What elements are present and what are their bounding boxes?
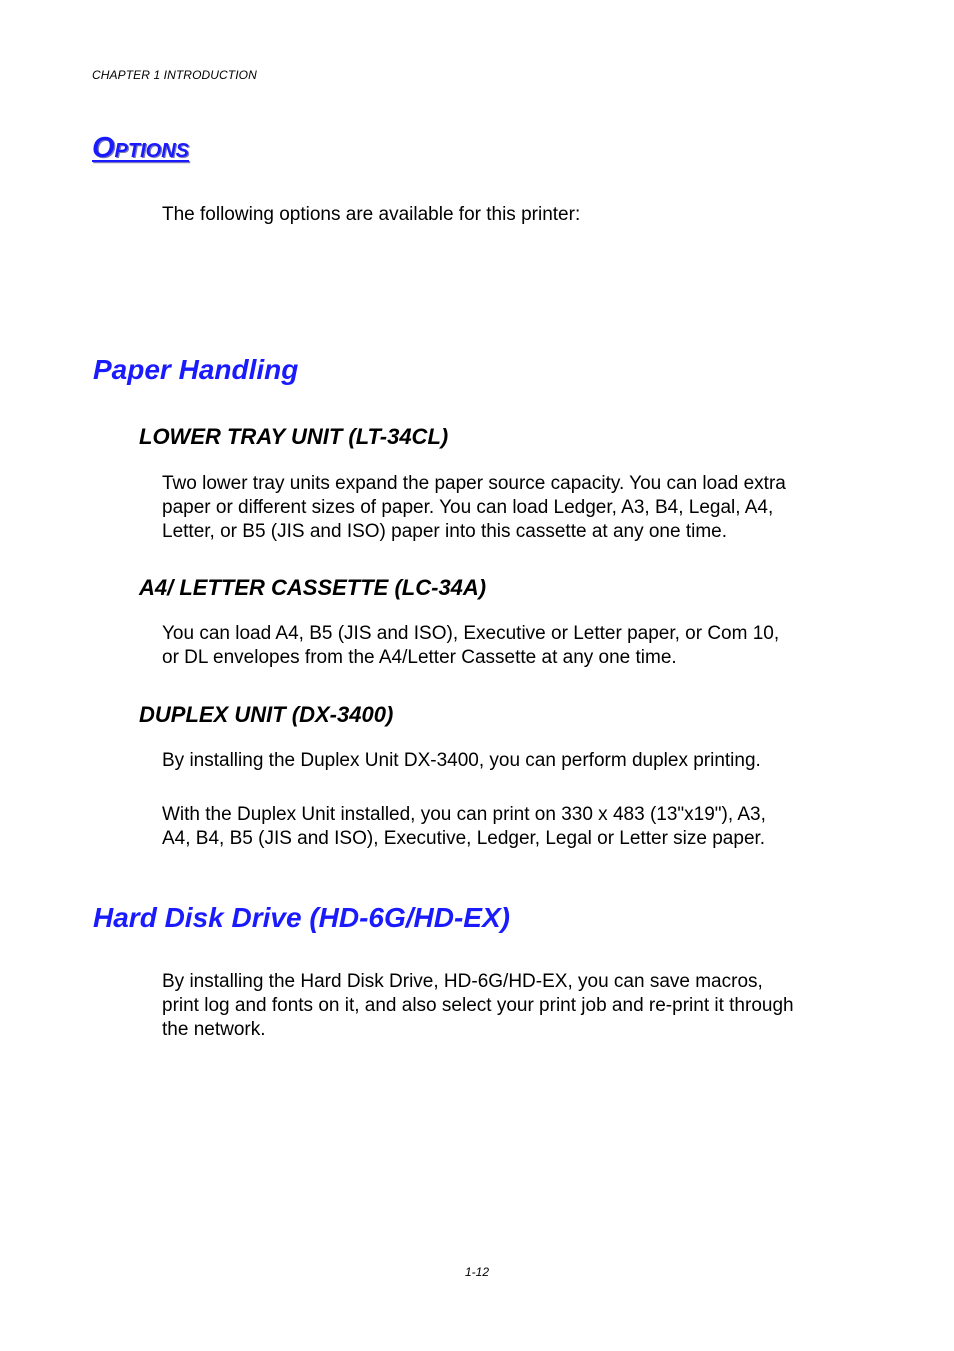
text-line: You can load A4, B5 (JIS and ISO), Executive or Letter paper, or Com 10, (162, 623, 780, 644)
text-line: Letter, or B5 (JIS and ISO) paper into this cassette at any one time. (162, 521, 728, 542)
text-line: paper or different sizes of paper. You can load Ledger, A3, B4, Legal, A4, (162, 497, 774, 518)
cassette-description (162, 622, 862, 670)
duplex-description: By installing the Duplex Unit DX-3400, you can perform duplex printing. (162, 750, 761, 771)
text-line: With the Duplex Unit installed, you can print on 330 x 483 (13"x19"), A3, (162, 804, 766, 825)
duplex-sizes-description (162, 803, 862, 851)
section-heading-hard-disk-drive: Hard Disk Drive (HD-6G/HD-EX) (93, 902, 510, 933)
text-line: By installing the Hard Disk Drive, HD-6G/HD-EX, you can save macros, (162, 971, 763, 992)
hard-disk-description (162, 970, 862, 1042)
subheading-duplex-unit: DUPLEX UNIT (DX-3400) (139, 702, 394, 727)
subheading-letter-cassette: A4/ LETTER CASSETTE (LC-34A) (139, 575, 487, 600)
text-line: print log and fonts on it, and also select your print job and re-print it through (162, 995, 794, 1016)
subheading-lower-tray-unit: LOWER TRAY UNIT (LT-34CL) (139, 424, 449, 449)
text-line: Two lower tray units expand the paper source capacity. You can load extra (162, 473, 786, 494)
chapter-header: CHAPTER 1 INTRODUCTION (92, 68, 257, 82)
text-line: or DL envelopes from the A4/Letter Cassette at any one time. (162, 647, 677, 668)
intro-text: The following options are available for this printer: (162, 204, 581, 225)
text-line: the network. (162, 1019, 266, 1040)
lower-tray-description (162, 472, 862, 544)
text-line: A4, B4, B5 (JIS and ISO), Executive, Ledger, Legal or Letter size paper. (162, 828, 766, 849)
page-title: Options (92, 132, 190, 164)
section-heading-paper-handling: Paper Handling (93, 354, 299, 385)
page-number: 1-12 (464, 1265, 490, 1279)
